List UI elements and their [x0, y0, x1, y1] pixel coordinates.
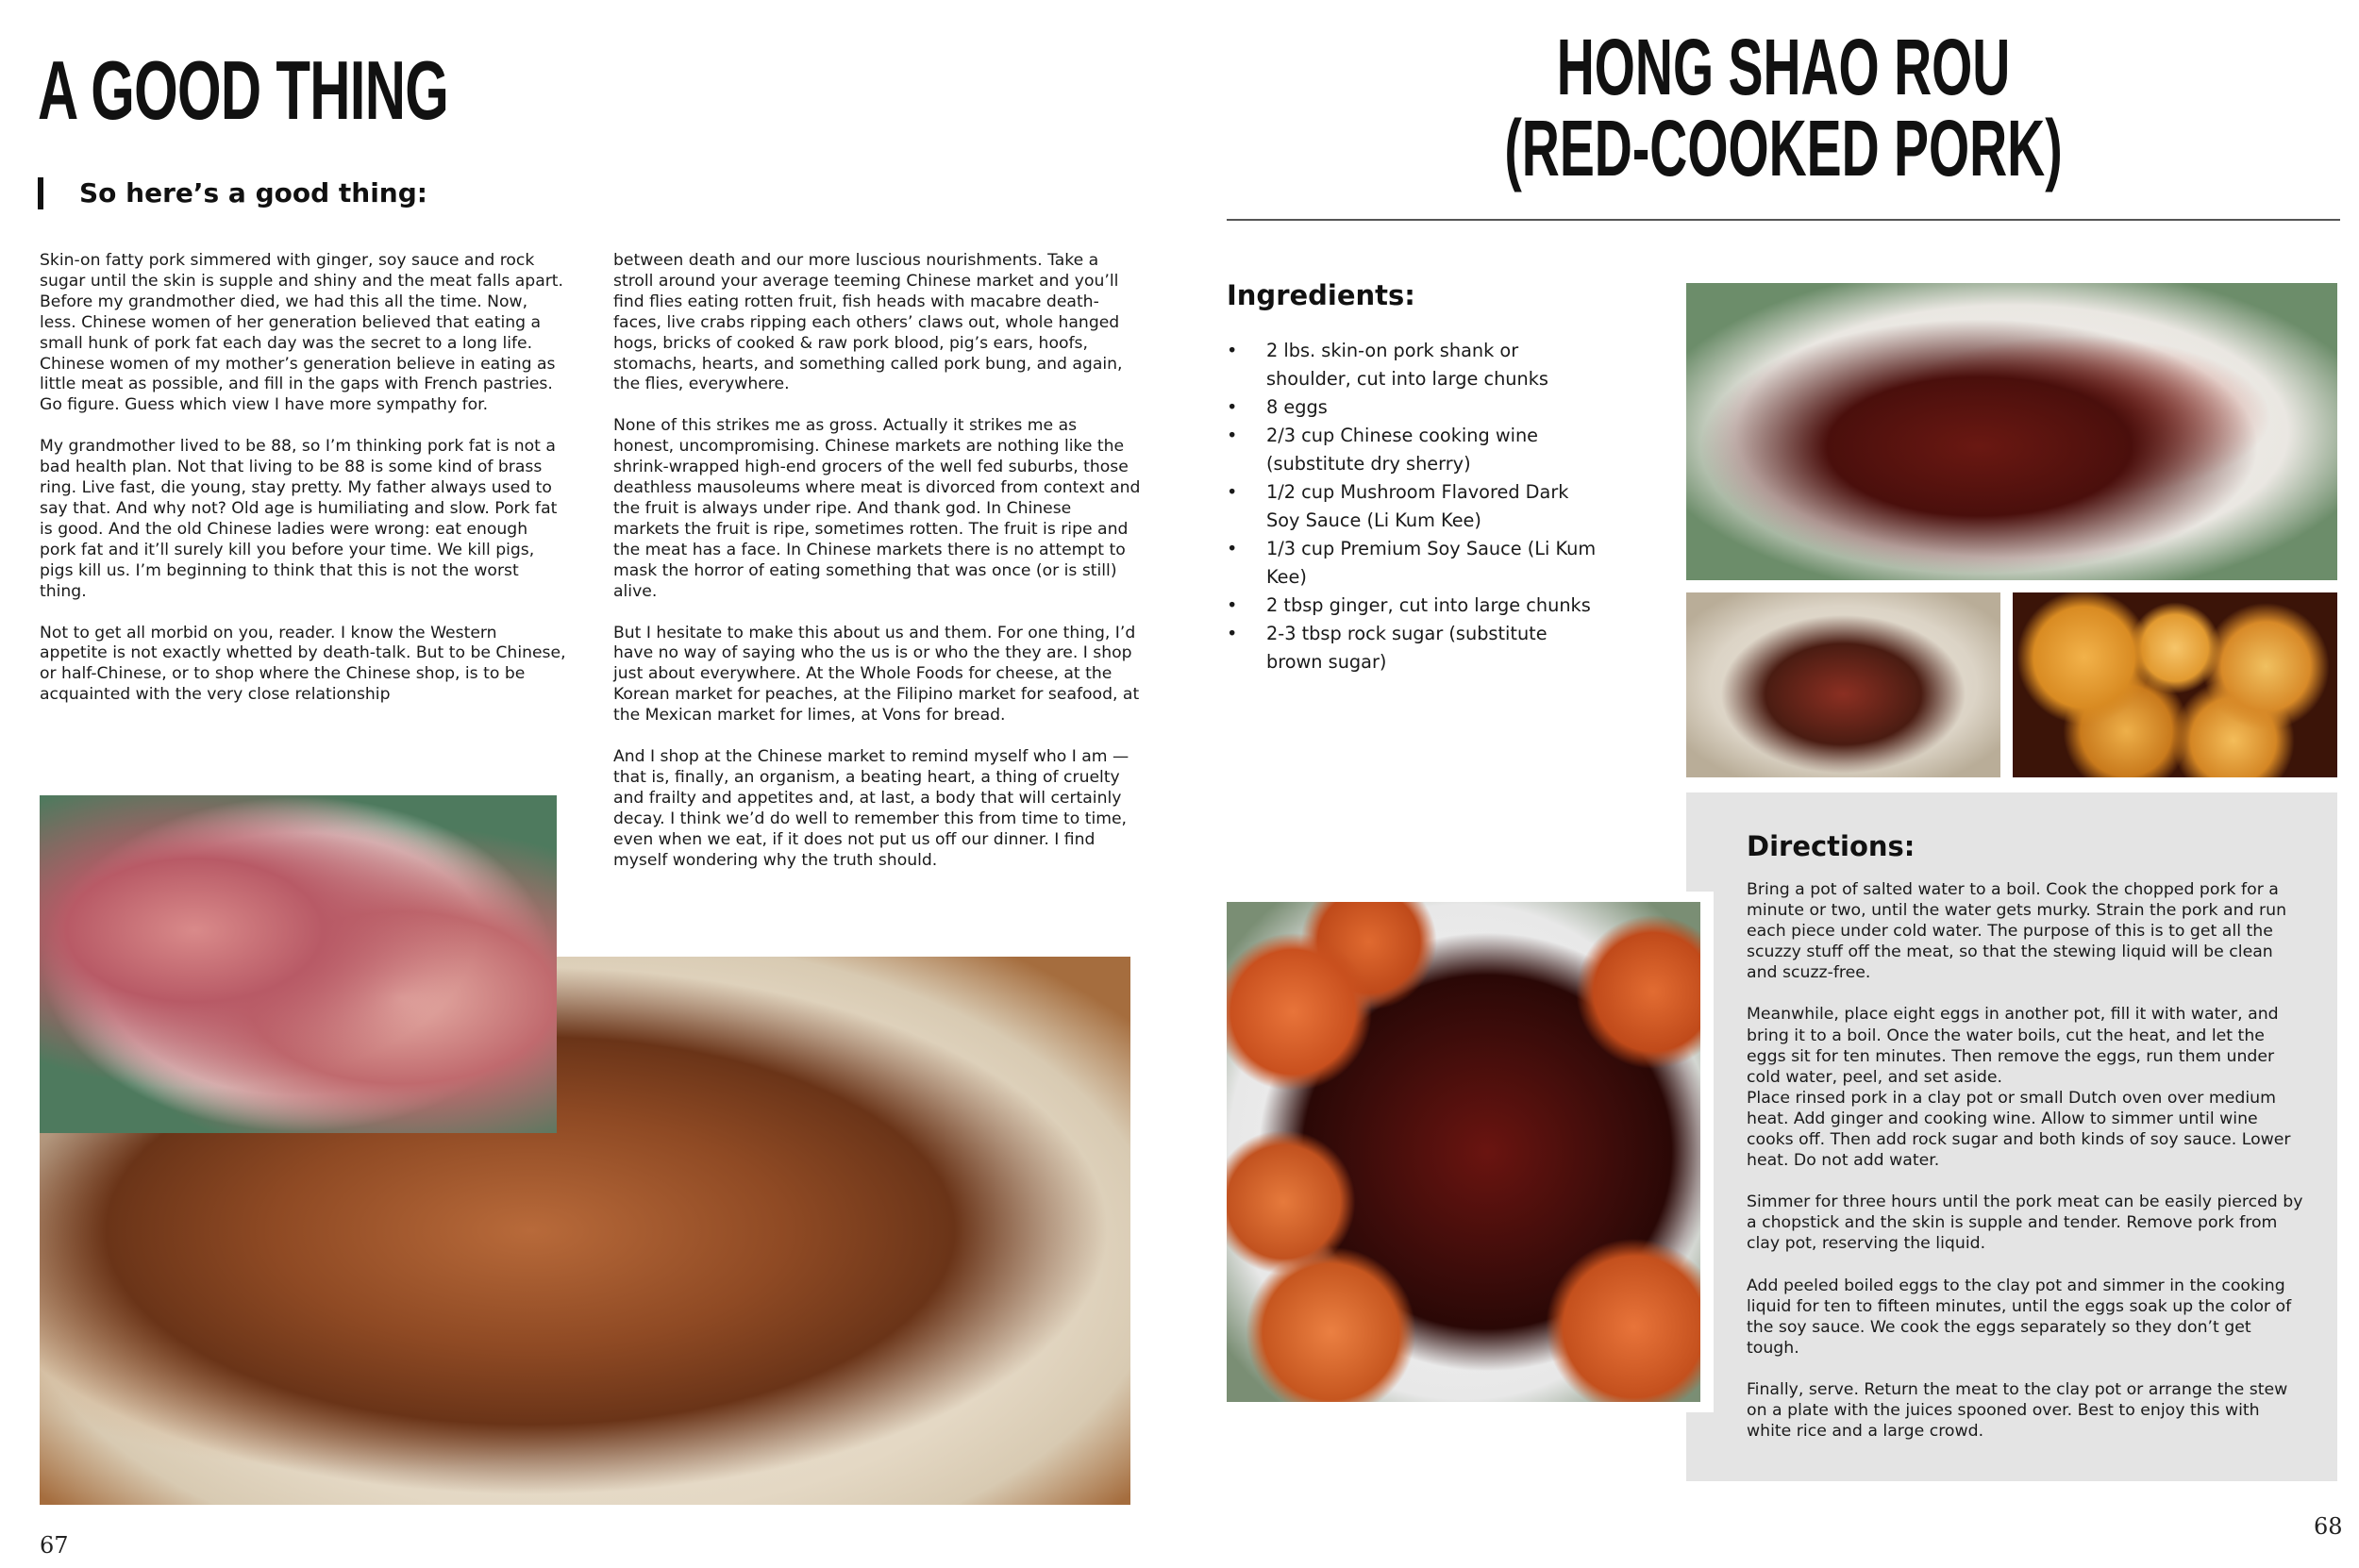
ingredient-item: • 2 tbsp ginger, cut into large chunks [1227, 592, 1604, 620]
paragraph: Not to get all morbid on you, reader. I know the Western appetite is not exactly whetted by death-talk. But to be Chinese, or half-Chinese, or to shop where the Chinese shop, is to be acquainted with the very close relationship [40, 623, 566, 705]
paragraph: My grandmother lived to be 88, so I’m thinking pork fat is not a bad health plan. Not that living to be 88 is some kind of brass ring. Live fast, die young, stay pretty. My father always used to say that. And why not? Old age is humiliating and slow. Pork fat is good. And the old Chinese ladies were wrong: eat enough pork fat and it’ll surely kill you before your time. We kill pigs, pigs kill us. I’m beginning to think that this is not the worst thing. [40, 437, 558, 601]
photo-soy-braised-eggs [2013, 592, 2337, 777]
left-page-title: A GOOD THING [38, 43, 449, 137]
directions-heading: Directions: [1747, 830, 1916, 862]
article-column-1 [40, 251, 568, 726]
paragraph: None of this strikes me as gross. Actually it strikes me as honest, uncompromising. Chinese markets are nothing like the shrink-wrapped high-end grocers of the well fed suburbs, those deathless mausoleums where meat is divorced from context and the fruit is always under ripe. And thank god. In Chinese markets the fruit is ripe, sometimes rotten. The fruit is ripe and the meat has a face. In Chinese markets there is no attempt to mask the horror of eating something that was once (or is still) alive. [613, 416, 1141, 601]
title-divider [1227, 219, 2340, 221]
left-page-subheading: So here’s a good thing: [38, 177, 427, 209]
photo-pork-in-pot [1686, 592, 2000, 777]
recipe-title [1227, 23, 2340, 192]
photo-red-cooked-pork-dish [1686, 283, 2337, 580]
ingredients-list [1227, 337, 1604, 676]
ingredient-item: • 1/3 cup Premium Soy Sauce (Li Kum Kee) [1227, 535, 1604, 592]
direction-step: Place rinsed pork in a clay pot or small Dutch oven over medium heat. Add ginger and cooking wine. Allow to simmer until wine cooks off. Then add rock sugar and both kinds of soy sauce. Lower heat. Do not add water. [1747, 1088, 2291, 1171]
ingredient-item: • 2 lbs. skin-on pork shank or shoulder, cut into large chunks [1227, 337, 1604, 393]
recipe-title-line-2: (RED-COOKED PORK) [1504, 104, 2063, 192]
direction-step: Finally, serve. Return the meat to the clay pot or arrange the stew on a plate with the juices spooned over. Best to enjoy this with white rice and a large crowd. [1747, 1379, 2288, 1442]
paragraph: But I hesitate to make this about us and them. For one thing, I’d have no way of saying who the us is or who the they are. I shop just about everywhere. At the Whole Foods for cheese, at the Korean market for peaches, at the Filipino market for seafood, at the Mexican market for limes, at Vons for bread. [613, 623, 1140, 726]
recipe-title-line-1: HONG SHAO ROU [1556, 23, 2011, 111]
ingredient-item: • 2/3 cup Chinese cooking wine (substitute dry sherry) [1227, 422, 1604, 478]
page-number-left: 67 [40, 1532, 69, 1559]
ingredients-heading: Ingredients: [1227, 279, 1415, 311]
ingredient-item: • 8 eggs [1227, 393, 1604, 422]
paragraph: Skin-on fatty pork simmered with ginger, soy sauce and rock sugar until the skin is supple and shiny and the meat falls apart. Before my grandmother died, we had this all the time. Now, less. Chinese women of her generation believed that eating a small hunk of pork fat each day was the secret to a long life. Chinese women of my mother’s generation believe in eating as little meat as possible, and fill in the gaps with French pastries. Go figure. Guess which view I have more sympathy for. [40, 251, 564, 415]
paragraph: And I shop at the Chinese market to remind myself who I am — that is, finally, an organism, a beating heart, a thing of cruelty and frailty and appetites and, at last, a body that will certainly decay. I think we’d do well to remember this from time to time, even when we eat, if it does not put us off our dinner. I find myself wondering why the truth should. [613, 747, 1129, 870]
direction-step: Add peeled boiled eggs to the clay pot and simmer in the cooking liquid for ten to fifteen minutes, until the eggs soak up the color of the soy sauce. We cook the eggs separately so they don’t get tough. [1747, 1276, 2292, 1358]
directions-text [1747, 879, 2306, 1462]
direction-step: Meanwhile, place eight eggs in another pot, fill it with water, and bring it to a boil. Once the water boils, cut the heat, and let the eggs sit for ten minutes. Then remove the eggs, run them under cold water, peel, and set aside. [1747, 1005, 2279, 1087]
ingredient-item: • 1/2 cup Mushroom Flavored Dark Soy Sauce (Li Kum Kee) [1227, 478, 1604, 535]
page-number-right: 68 [2314, 1513, 2343, 1540]
article-column-2 [613, 251, 1142, 892]
photo-raw-pork-plate [40, 795, 557, 1133]
direction-step: Simmer for three hours until the pork meat can be easily pierced by a chopstick and the skin is supple and tender. Remove pork from clay pot, reserving the liquid. [1747, 1193, 2303, 1254]
paragraph: between death and our more luscious nourishments. Take a stroll around your average teeming Chinese market and you’ll find flies eating rotten fruit, fish heads with macabre death-faces, live crabs ripping each others’ claws out, whole hanged hogs, bricks of cooked & raw pork blood, pig’s ears, hoofs, stomachs, hearts, and something called pork bung, and again, the flies, everywhere. [613, 251, 1123, 394]
photo-pork-and-eggs-plate [1227, 902, 1700, 1402]
photo-frame [557, 929, 1130, 946]
ingredient-item: • 2-3 tbsp rock sugar (substitute brown sugar) [1227, 620, 1604, 676]
direction-step: Bring a pot of salted water to a boil. Cook the chopped pork for a minute or two, until the water gets murky. Strain the pork and run each piece under cold water. The purpose of this is to get all the scuzzy stuff off the meat, so that the stewing liquid will be clean and scuzz-free. [1747, 880, 2287, 983]
